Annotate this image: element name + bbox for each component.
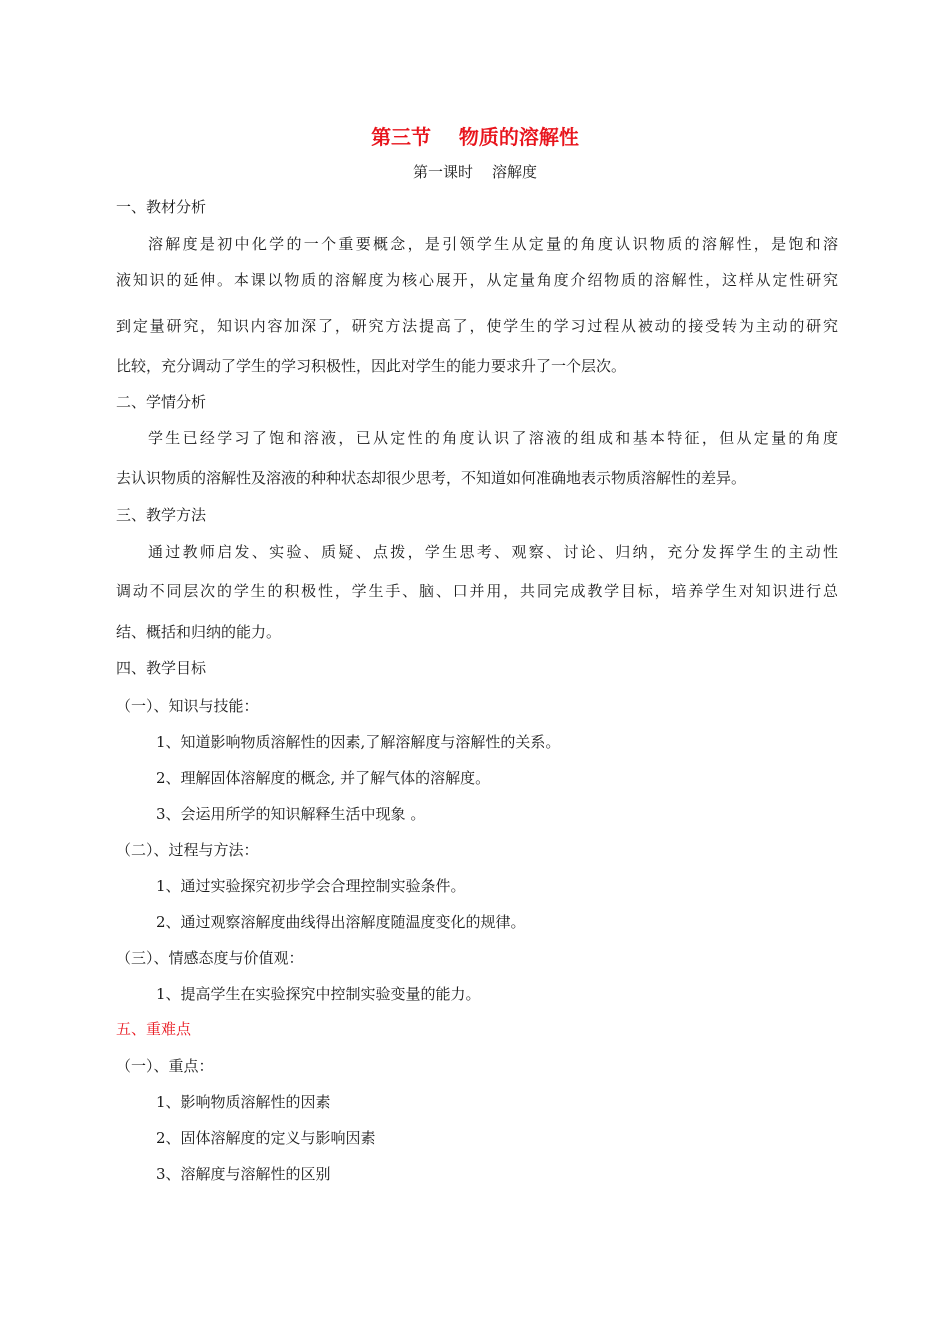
subsection-label-key-points: （一）、重点： [116,1057,214,1075]
paragraph-line: 结、概括和归纳的能力。 [116,623,282,641]
paragraph-line: 调动不同层次的学生的积极性，学生手、脑、口并用，共同完成教学目标，培养学生对知识进行总 [116,582,838,600]
section-heading-textbook-analysis: 一、教材分析 [116,198,207,216]
subsection-label-knowledge-skills: （一）、知识与技能： [116,697,259,715]
subsection-label-attitude-values: （三）、情感态度与价值观： [116,949,304,967]
paragraph-line: 到定量研究，知识内容加深了，研究方法提高了，使学生的学习过程从被动的接受转为主动的研究 [116,317,838,335]
paragraph-line: 液知识的延伸。本课以物质的溶解度为核心展开，从定量角度介绍物质的溶解性，这样从定性研究 [116,271,838,289]
list-item: 2、理解固体溶解度的概念, 并了解气体的溶解度。 [156,769,491,787]
list-item: 2、固体溶解度的定义与影响因素 [156,1129,376,1147]
list-item: 1、知道影响物质溶解性的因素,了解溶解度与溶解性的关系。 [156,733,561,751]
list-item: 3、会运用所学的知识解释生活中现象 。 [156,805,426,823]
subsection-label-process-method: （二）、过程与方法： [116,841,259,859]
list-item: 1、提高学生在实验探究中控制实验变量的能力。 [156,985,481,1003]
section-heading-teaching-method: 三、教学方法 [116,506,207,524]
page-subtitle: 第一课时 溶解度 [412,163,538,181]
section-heading-key-points: 五、重难点 [116,1020,192,1038]
page-title: 第三节 物质的溶解性 [371,125,579,149]
list-item: 3、溶解度与溶解性的区别 [156,1165,331,1183]
list-item: 1、影响物质溶解性的因素 [156,1093,331,1111]
list-item: 2、通过观察溶解度曲线得出溶解度随温度变化的规律。 [156,913,526,931]
paragraph-line: 比较，充分调动了学生的学习积极性，因此对学生的能力要求升了一个层次。 [116,357,627,375]
paragraph-line: 学生已经学习了饱和溶液，已从定性的角度认识了溶液的组成和基本特征，但从定量的角度 [148,429,838,447]
paragraph-line: 去认识物质的溶解性及溶液的种种状态却很少思考，不知道如何准确地表示物质溶解性的差异。 [116,469,747,487]
section-heading-student-analysis: 二、学情分析 [116,393,207,411]
section-heading-teaching-goals: 四、教学目标 [116,659,207,677]
paragraph-line: 通过教师启发、实验、质疑、点拨，学生思考、观察、讨论、归纳，充分发挥学生的主动性 [148,543,838,561]
paragraph-line: 溶解度是初中化学的一个重要概念，是引领学生从定量的角度认识物质的溶解性，是饱和溶 [148,235,838,253]
list-item: 1、通过实验探究初步学会合理控制实验条件。 [156,877,466,895]
